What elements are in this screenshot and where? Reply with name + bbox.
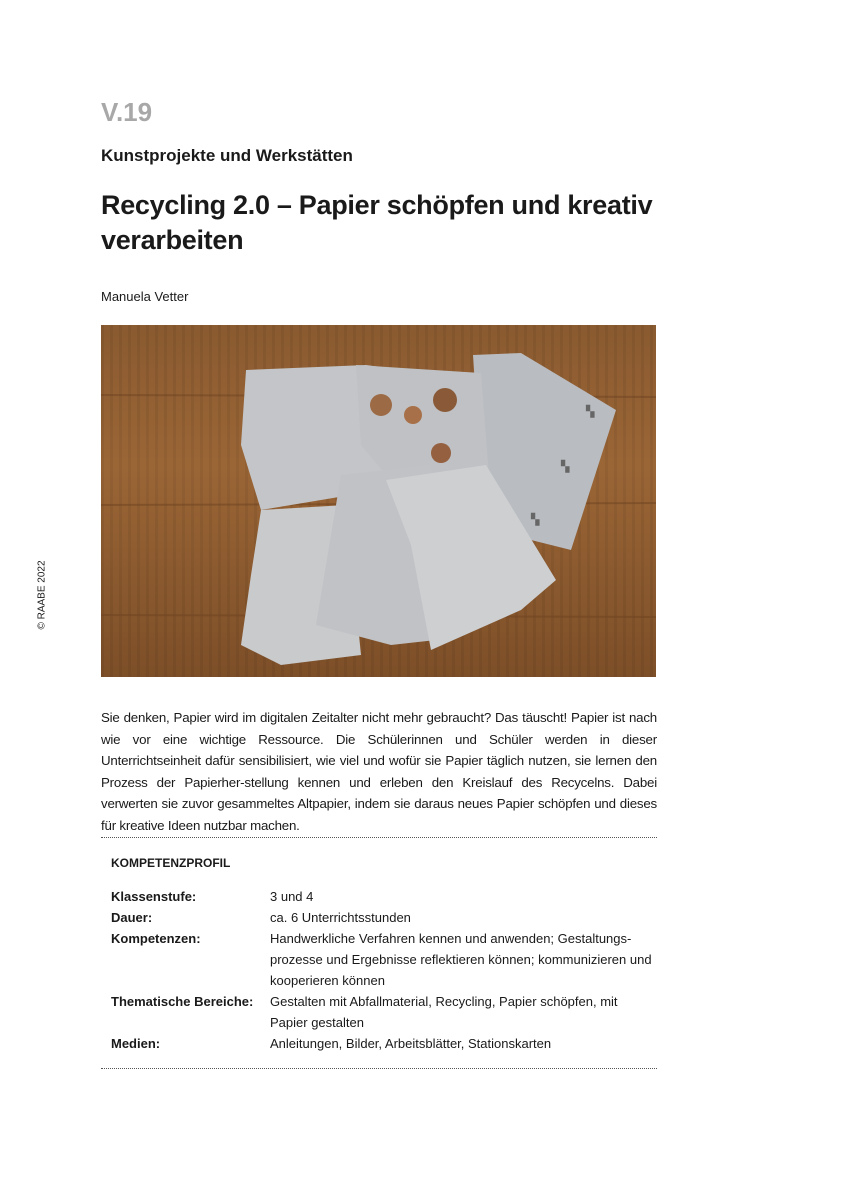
svg-text:▚: ▚: [586, 406, 595, 418]
divider: [101, 1068, 657, 1069]
row-value: ca. 6 Unterrichtsstunden: [270, 910, 411, 925]
row-label: Dauer:: [111, 910, 153, 925]
svg-text:▚: ▚: [561, 461, 570, 473]
series-title: Kunstprojekte und Werkstätten: [101, 146, 353, 165]
row-label: Thematische Bereiche:: [111, 994, 254, 1009]
row-label: Kompetenzen:: [111, 931, 201, 946]
intro-paragraph: Sie denken, Papier wird im digitalen Zeitalter nicht mehr gebraucht? Das täuscht! Papier ist nach wie vor eine wichtige Ressource. Die Schülerinnen und Schüler werden in dieser Unterrichtseinheit dafür sensibilisiert, wie viel und wofür sie Papier täglich nutzen, sie lernen den Prozess der Papierher-stellung kennen und erleben den Kreislauf des Recycelns. Dabei verwerten sie zuvor gesammeltes Altpapier, indem sie daraus neues Papier schöpfen und dieses für kreative Ideen nutzbar machen.: [101, 710, 657, 833]
profile-row: [111, 886, 656, 907]
profile-row: [111, 1033, 656, 1054]
profile-heading: KOMPETENZPROFIL: [111, 856, 231, 870]
row-value: Anleitungen, Bilder, Arbeitsblätter, Stationskarten: [270, 1036, 552, 1051]
handmade-paper-photo: [101, 325, 656, 677]
row-value: Gestalten mit Abfallmaterial, Recycling, Papier schöpfen, mit Papier gestalten: [270, 994, 618, 1030]
page-title: Recycling 2.0 – Papier schöpfen und kreativ verarbeiten: [101, 190, 653, 255]
unit-code: V.19: [101, 97, 153, 127]
author: Manuela Vetter: [101, 289, 189, 304]
row-label: Medien:: [111, 1036, 161, 1051]
profile-row: [111, 991, 656, 1033]
row-value: 3 und 4: [270, 889, 314, 904]
svg-text:▚: ▚: [531, 514, 540, 526]
row-label: Klassenstufe:: [111, 889, 197, 904]
profile-row: [111, 907, 656, 928]
competence-profile: [111, 886, 656, 1054]
profile-row: [111, 928, 656, 991]
divider: [101, 837, 657, 838]
copyright: © RAABE 2022: [36, 560, 48, 630]
row-value: Handwerkliche Verfahren kennen und anwenden; Gestaltungs-prozesse und Ergebnisse reflektieren können; kommunizieren und kooperieren können: [270, 931, 652, 988]
